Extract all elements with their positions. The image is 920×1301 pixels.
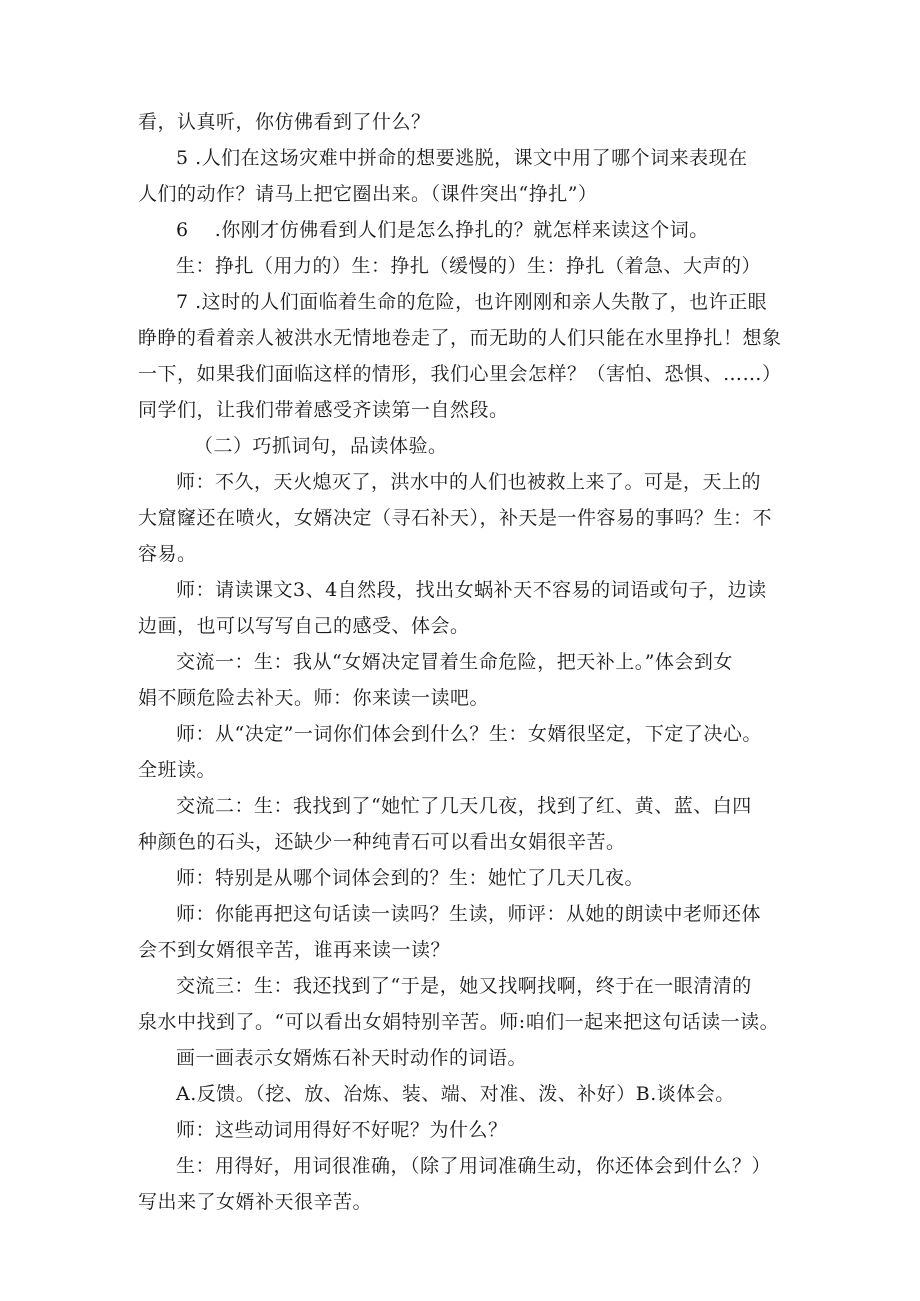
text-line: 交流三：生：我还找到了“于是，她又找啊找啊，终于在一眼清清的	[176, 975, 752, 997]
text-line: 边画，也可以写写自己的感受、体会。	[138, 615, 470, 637]
text-line: 7 .这时的人们面临着生命的危险，也许刚刚和亲人失散了，也许正眼	[176, 291, 768, 313]
text-line: （二）巧抓词句，品读体验。	[194, 435, 448, 457]
document-page	[138, 104, 798, 1220]
text-line: 师：不久，天火熄灭了，洪水中的人们也被救上来了。可是，天上的	[176, 471, 762, 493]
text-line: 大窟窿还在喷火，女婿决定（寻石补天），补天是一件容易的事吗？生：不	[138, 507, 773, 529]
text-line: 交流一：生：我从“女婿决定冒着生命危险，把天补上。”体会到女	[176, 651, 733, 673]
text-line: 人们的动作？请马上把它圈出来。（课件突出“挣扎”）	[138, 183, 598, 205]
text-line: 种颜色的石头，还缺少一种纯青石可以看出女娟很辛苦。	[138, 831, 626, 853]
text-line: 容易。	[138, 543, 197, 565]
text-line: 师：请读课文3、4自然段，找出女蜗补天不容易的词语或句子，边读	[176, 579, 767, 601]
text-line: 师：从“决定”一词你们体会到什么？生：女婿很坚定，下定了决心。	[176, 723, 762, 745]
text-line: 全班读。	[138, 759, 217, 781]
text-line: 生：挣扎（用力的）生：挣扎（缓慢的）生：挣扎（着急、大声的）	[176, 255, 762, 277]
text-line: 看，认真听，你仿佛看到了什么？	[138, 111, 431, 133]
text-line: 生：用得好，用词很准确，（除了用词准确生动，你还体会到什么？）	[176, 1155, 772, 1177]
text-line: 睁睁的看着亲人被洪水无情地卷走了，而无助的人们只能在水里挣扎！想象	[138, 327, 782, 349]
text-line: 师：你能再把这句话读一读吗？生读，师评：从她的朗读中老师还体	[176, 903, 762, 925]
text-line: 一下，如果我们面临这样的情形，我们心里会怎样？（害怕、恐惧、……）	[138, 363, 782, 385]
text-line: 娟不顾危险去补天。师：你来读一读吧。	[138, 687, 490, 709]
text-line: 交流二：生：我找到了“她忙了几天几夜，找到了红、黄、蓝、白四	[176, 795, 752, 817]
text-line: 师：这些动词用得好不好呢？为什么？	[176, 1119, 508, 1141]
text-line: A.反馈。（挖、放、冶炼、装、端、对准、泼、补好）B.谈体会。	[176, 1083, 735, 1105]
text-line: 师：特别是从哪个词体会到的？生：她忙了几天几夜。	[176, 867, 645, 889]
text-line: 泉水中找到了。“可以看出女娟特别辛苦。师:咱们一起来把这句话读一读。	[138, 1011, 780, 1033]
text-line: 5 .人们在这场灾难中拼命的想要逃脱，课文中用了哪个词来表现在	[176, 147, 748, 169]
text-line: 6 .你刚才仿佛看到人们是怎么挣扎的？就怎样来读这个词。	[176, 219, 709, 241]
text-line: 画一画表示女婿炼石补天时动作的词语。	[176, 1047, 528, 1069]
text-line: 写出来了女婿补天很辛苦。	[138, 1191, 373, 1213]
text-line: 会不到女婿很辛苦，谁再来读一读？	[138, 939, 451, 961]
text-line: 同学们，让我们带着感受齐读第一自然段。	[138, 399, 509, 421]
